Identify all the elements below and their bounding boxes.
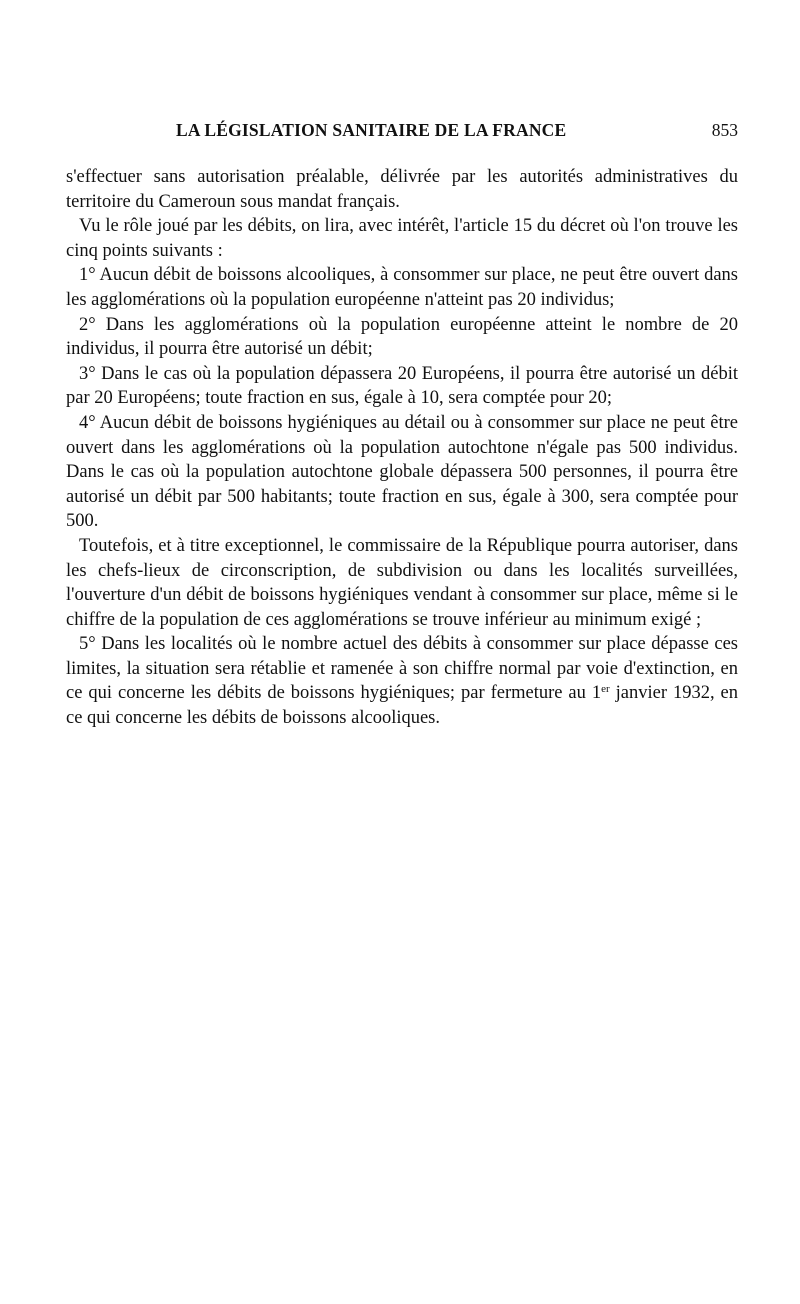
list-item: 2° Dans les agglomérations où la population européenne atteint le nombre de 20 individus, il pourra être autorisé un débit; (66, 314, 738, 360)
paragraph: Toutefois, et à titre exceptionnel, le commissaire de la République pourra autoriser, dans les chefs-lieux de circonscription, de subdivision ou dans les localités surveillées, l'ouverture d'un débit de boissons hygiéniques vendant à consommer sur place, même si le chiffre de la population de ces agglomérations se trouve inférieur au minimum exigé ; (66, 535, 738, 630)
list-item: 1° Aucun débit de boissons alcooliques, à consommer sur place, ne peut être ouvert dans les agglomérations où la population européenne n'atteint pas 20 individus; (66, 265, 738, 310)
page-number: 853 (711, 120, 738, 140)
running-title: LA LÉGISLATION SANITAIRE DE LA FRANCE (176, 120, 567, 140)
superscript: er (601, 683, 610, 696)
body-text (66, 165, 738, 731)
page-header (66, 120, 738, 144)
paragraph: Vu le rôle joué par les débits, on lira, avec intérêt, l'article 15 du décret où l'on trouve les cinq points suivants : (66, 216, 738, 261)
list-item: 4° Aucun débit de boissons hygiéniques au détail ou à consommer sur place ne peut être ouvert dans les agglomérations où la population autochtone n'égale pas 500 individus. Dans le cas où la population autochtone globale dépassera 500 personnes, il pourra être autorisé un débit par 500 habitants; toute fraction en sus, égale à 300, sera comptée pour 500. (66, 412, 738, 532)
list-item (66, 632, 738, 730)
paragraph: s'effectuer sans autorisation préalable, délivrée par les autorités administratives du territoire du Cameroun sous mandat français. (66, 167, 738, 212)
list-item: 3° Dans le cas où la population dépassera 20 Européens, il pourra être autorisé un débit par 20 Européens; toute fraction en sus, égale à 10, sera comptée pour 20; (66, 363, 738, 409)
text-run: 5° Dans les localités où le nombre actuel des débits à consommer sur place dépasse ces limites, la situation sera rétablie et ramenée à son chiffre normal par voie d'extinction, en ce qui concerne les débits de boissons hygiéniques; par fermeture au 1 (66, 634, 738, 704)
text-run: janvier 1932, en ce qui concerne les débits de boissons alcooliques. (66, 683, 739, 729)
